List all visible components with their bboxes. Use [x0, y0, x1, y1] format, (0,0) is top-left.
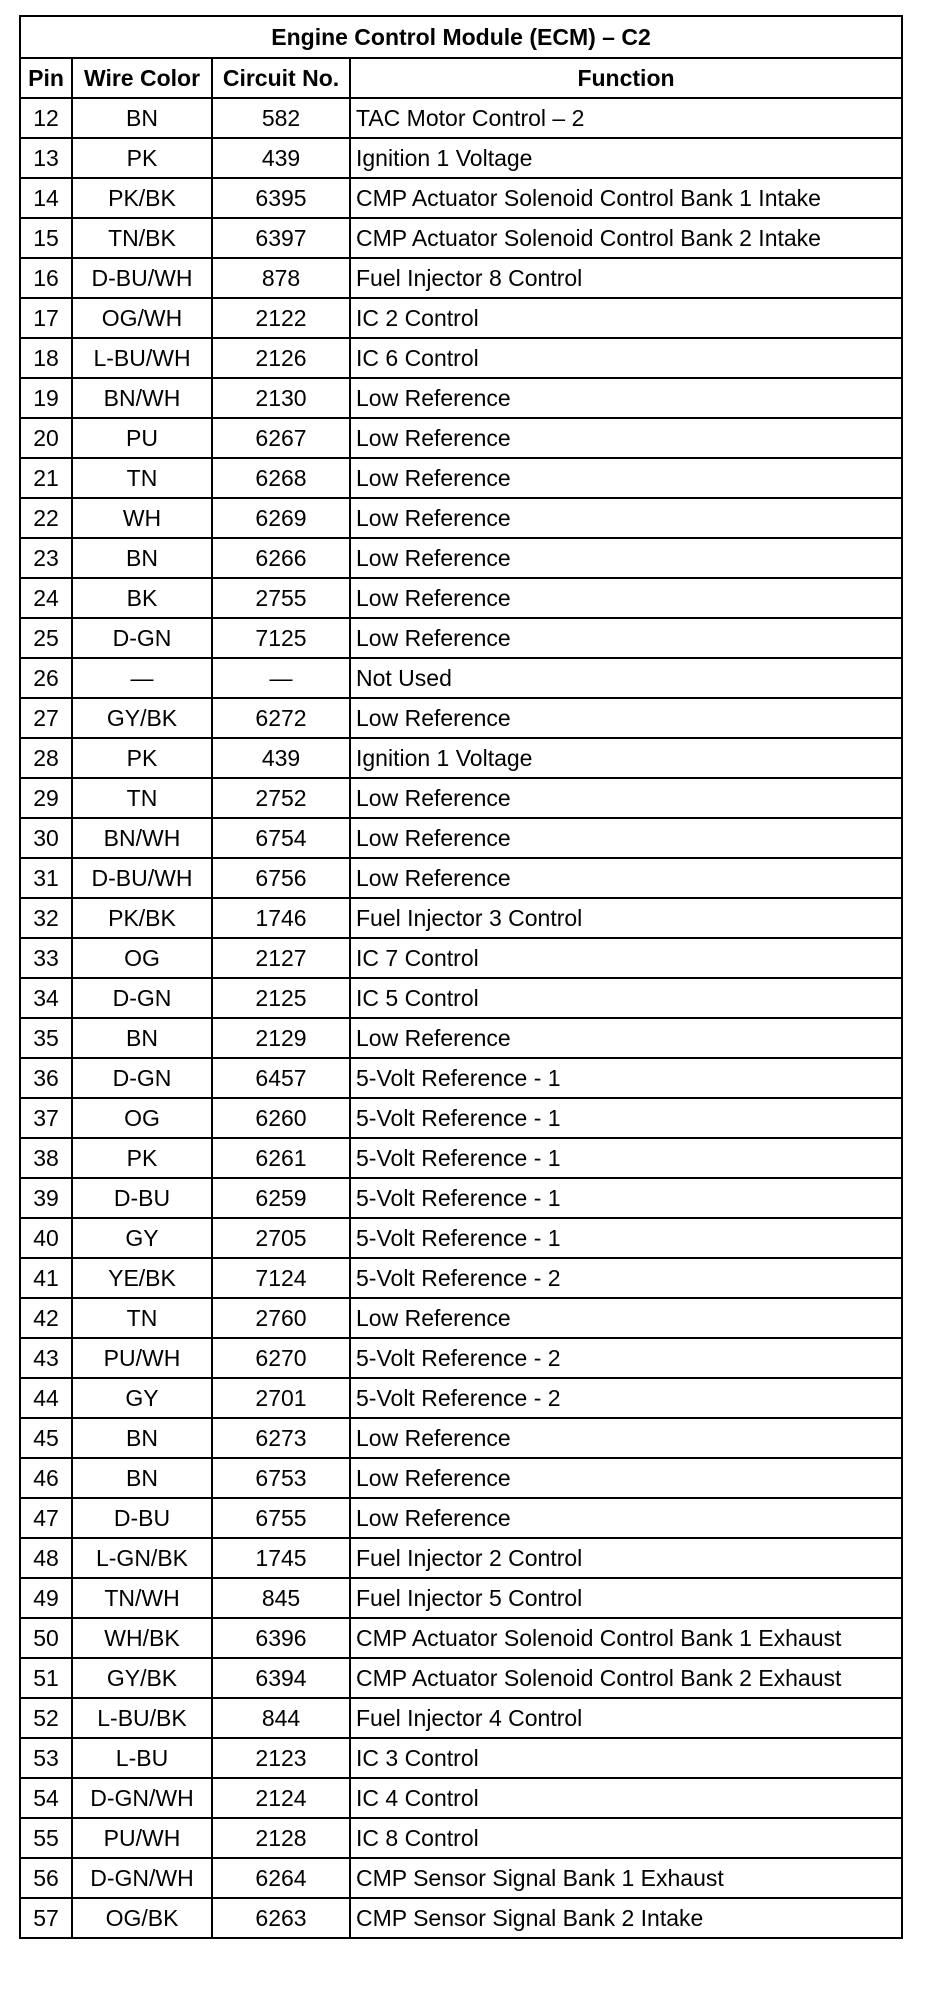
cell-circuit-number: 582	[212, 98, 350, 138]
cell-circuit-number: 6396	[212, 1618, 350, 1658]
cell-circuit-number: 2129	[212, 1018, 350, 1058]
cell-circuit-number: 6269	[212, 498, 350, 538]
table-row	[20, 738, 902, 778]
table-row	[20, 1258, 902, 1298]
table-row	[20, 1538, 902, 1578]
cell-circuit-number: 439	[212, 138, 350, 178]
cell-function: Fuel Injector 8 Control	[350, 258, 902, 298]
cell-circuit-number: 6263	[212, 1898, 350, 1938]
cell-pin: 17	[20, 298, 72, 338]
cell-circuit-number: 6272	[212, 698, 350, 738]
cell-pin: 36	[20, 1058, 72, 1098]
cell-pin: 20	[20, 418, 72, 458]
cell-pin: 13	[20, 138, 72, 178]
cell-pin: 26	[20, 658, 72, 698]
cell-function: 5-Volt Reference - 2	[350, 1378, 902, 1418]
cell-pin: 56	[20, 1858, 72, 1898]
cell-pin: 53	[20, 1738, 72, 1778]
table-row	[20, 458, 902, 498]
cell-wire-color: OG	[72, 1098, 212, 1138]
cell-circuit-number: 878	[212, 258, 350, 298]
table-row	[20, 138, 902, 178]
cell-pin: 14	[20, 178, 72, 218]
cell-pin: 35	[20, 1018, 72, 1058]
cell-function: IC 7 Control	[350, 938, 902, 978]
cell-circuit-number: 6270	[212, 1338, 350, 1378]
cell-function: IC 4 Control	[350, 1778, 902, 1818]
cell-function: Low Reference	[350, 498, 902, 538]
cell-function: Low Reference	[350, 458, 902, 498]
cell-circuit-number: 2125	[212, 978, 350, 1018]
cell-circuit-number: 6457	[212, 1058, 350, 1098]
cell-circuit-number: 2123	[212, 1738, 350, 1778]
cell-circuit-number: 6397	[212, 218, 350, 258]
cell-function: 5-Volt Reference - 2	[350, 1338, 902, 1378]
header-row	[20, 58, 902, 98]
table-row	[20, 1018, 902, 1058]
cell-wire-color: —	[72, 658, 212, 698]
cell-function: Fuel Injector 4 Control	[350, 1698, 902, 1738]
cell-pin: 39	[20, 1178, 72, 1218]
table-row	[20, 1658, 902, 1698]
table-row	[20, 898, 902, 938]
cell-pin: 25	[20, 618, 72, 658]
cell-function: Low Reference	[350, 538, 902, 578]
table-row	[20, 1338, 902, 1378]
cell-wire-color: PK	[72, 138, 212, 178]
cell-circuit-number: 6753	[212, 1458, 350, 1498]
cell-pin: 47	[20, 1498, 72, 1538]
cell-function: CMP Sensor Signal Bank 1 Exhaust	[350, 1858, 902, 1898]
table-row	[20, 658, 902, 698]
cell-circuit-number: 6395	[212, 178, 350, 218]
cell-circuit-number: 6267	[212, 418, 350, 458]
title-row	[20, 16, 902, 58]
cell-circuit-number: 2755	[212, 578, 350, 618]
cell-wire-color: TN	[72, 458, 212, 498]
cell-pin: 43	[20, 1338, 72, 1378]
cell-circuit-number: 1745	[212, 1538, 350, 1578]
cell-wire-color: BN	[72, 1418, 212, 1458]
table-row	[20, 1218, 902, 1258]
header-pin: Pin	[20, 58, 72, 98]
cell-circuit-number: 6264	[212, 1858, 350, 1898]
cell-wire-color: D-GN	[72, 1058, 212, 1098]
cell-pin: 15	[20, 218, 72, 258]
cell-wire-color: D-GN	[72, 978, 212, 1018]
cell-function: IC 3 Control	[350, 1738, 902, 1778]
cell-wire-color: BN	[72, 1458, 212, 1498]
table-row	[20, 418, 902, 458]
cell-circuit-number: 6394	[212, 1658, 350, 1698]
cell-circuit-number: 2124	[212, 1778, 350, 1818]
cell-pin: 45	[20, 1418, 72, 1458]
cell-wire-color: PK/BK	[72, 178, 212, 218]
table-row	[20, 1498, 902, 1538]
cell-wire-color: D-BU/WH	[72, 258, 212, 298]
cell-function: Low Reference	[350, 1298, 902, 1338]
cell-function: Low Reference	[350, 618, 902, 658]
ecm-connector-table	[19, 15, 903, 1939]
cell-function: Low Reference	[350, 1418, 902, 1458]
cell-circuit-number: 2701	[212, 1378, 350, 1418]
cell-function: IC 5 Control	[350, 978, 902, 1018]
cell-wire-color: PK	[72, 738, 212, 778]
cell-function: CMP Actuator Solenoid Control Bank 1 Intake	[350, 178, 902, 218]
cell-wire-color: L-BU	[72, 1738, 212, 1778]
cell-function: Low Reference	[350, 1018, 902, 1058]
cell-pin: 18	[20, 338, 72, 378]
cell-circuit-number: 7124	[212, 1258, 350, 1298]
cell-function: 5-Volt Reference - 2	[350, 1258, 902, 1298]
table-row	[20, 698, 902, 738]
table-row	[20, 858, 902, 898]
cell-function: CMP Actuator Solenoid Control Bank 2 Intake	[350, 218, 902, 258]
cell-function: 5-Volt Reference - 1	[350, 1178, 902, 1218]
cell-circuit-number: 2760	[212, 1298, 350, 1338]
cell-circuit-number: 2128	[212, 1818, 350, 1858]
cell-pin: 41	[20, 1258, 72, 1298]
cell-circuit-number: 1746	[212, 898, 350, 938]
cell-wire-color: TN/BK	[72, 218, 212, 258]
cell-circuit-number: 439	[212, 738, 350, 778]
cell-pin: 51	[20, 1658, 72, 1698]
cell-wire-color: OG	[72, 938, 212, 978]
cell-wire-color: BN	[72, 538, 212, 578]
cell-pin: 52	[20, 1698, 72, 1738]
cell-pin: 27	[20, 698, 72, 738]
cell-function: Ignition 1 Voltage	[350, 138, 902, 178]
cell-circuit-number: 845	[212, 1578, 350, 1618]
cell-function: TAC Motor Control – 2	[350, 98, 902, 138]
cell-circuit-number: 2705	[212, 1218, 350, 1258]
table-row	[20, 1378, 902, 1418]
cell-wire-color: GY	[72, 1218, 212, 1258]
table-body	[20, 98, 902, 1938]
cell-wire-color: GY/BK	[72, 698, 212, 738]
cell-function: 5-Volt Reference - 1	[350, 1098, 902, 1138]
cell-pin: 33	[20, 938, 72, 978]
cell-function: Fuel Injector 5 Control	[350, 1578, 902, 1618]
cell-function: Fuel Injector 2 Control	[350, 1538, 902, 1578]
cell-wire-color: D-GN/WH	[72, 1858, 212, 1898]
cell-function: Low Reference	[350, 698, 902, 738]
cell-wire-color: D-BU	[72, 1178, 212, 1218]
cell-pin: 46	[20, 1458, 72, 1498]
cell-circuit-number: 2122	[212, 298, 350, 338]
table-row	[20, 1778, 902, 1818]
cell-wire-color: D-GN/WH	[72, 1778, 212, 1818]
cell-pin: 32	[20, 898, 72, 938]
cell-wire-color: OG/WH	[72, 298, 212, 338]
table-row	[20, 938, 902, 978]
cell-pin: 23	[20, 538, 72, 578]
cell-pin: 48	[20, 1538, 72, 1578]
cell-circuit-number: 6268	[212, 458, 350, 498]
cell-function: CMP Actuator Solenoid Control Bank 1 Exhaust	[350, 1618, 902, 1658]
cell-wire-color: OG/BK	[72, 1898, 212, 1938]
cell-circuit-number: 6266	[212, 538, 350, 578]
table-row	[20, 538, 902, 578]
table-row	[20, 1098, 902, 1138]
table-row	[20, 98, 902, 138]
cell-function: IC 8 Control	[350, 1818, 902, 1858]
cell-pin: 57	[20, 1898, 72, 1938]
table-row	[20, 1578, 902, 1618]
cell-function: Low Reference	[350, 818, 902, 858]
cell-function: Ignition 1 Voltage	[350, 738, 902, 778]
header-wire-color: Wire Color	[72, 58, 212, 98]
table-row	[20, 1858, 902, 1898]
cell-circuit-number: 2130	[212, 378, 350, 418]
cell-wire-color: L-GN/BK	[72, 1538, 212, 1578]
table-row	[20, 618, 902, 658]
table-row	[20, 378, 902, 418]
cell-function: Low Reference	[350, 1458, 902, 1498]
cell-circuit-number: 6756	[212, 858, 350, 898]
cell-function: Low Reference	[350, 858, 902, 898]
cell-pin: 54	[20, 1778, 72, 1818]
table-row	[20, 298, 902, 338]
cell-pin: 37	[20, 1098, 72, 1138]
cell-pin: 29	[20, 778, 72, 818]
header-function: Function	[350, 58, 902, 98]
table-row	[20, 1298, 902, 1338]
cell-pin: 50	[20, 1618, 72, 1658]
cell-circuit-number: 6260	[212, 1098, 350, 1138]
cell-circuit-number: 2752	[212, 778, 350, 818]
cell-function: Not Used	[350, 658, 902, 698]
table-row	[20, 1738, 902, 1778]
table-row	[20, 978, 902, 1018]
cell-circuit-number: 6754	[212, 818, 350, 858]
cell-pin: 30	[20, 818, 72, 858]
table-row	[20, 1138, 902, 1178]
cell-wire-color: PU/WH	[72, 1818, 212, 1858]
cell-circuit-number: 6259	[212, 1178, 350, 1218]
cell-wire-color: TN	[72, 778, 212, 818]
cell-pin: 19	[20, 378, 72, 418]
cell-pin: 28	[20, 738, 72, 778]
cell-wire-color: D-BU/WH	[72, 858, 212, 898]
cell-wire-color: PU/WH	[72, 1338, 212, 1378]
cell-circuit-number: 2127	[212, 938, 350, 978]
cell-function: CMP Actuator Solenoid Control Bank 2 Exhaust	[350, 1658, 902, 1698]
cell-function: Low Reference	[350, 778, 902, 818]
cell-function: 5-Volt Reference - 1	[350, 1138, 902, 1178]
cell-pin: 34	[20, 978, 72, 1018]
table-row	[20, 1418, 902, 1458]
cell-wire-color: YE/BK	[72, 1258, 212, 1298]
cell-wire-color: WH	[72, 498, 212, 538]
cell-function: Low Reference	[350, 418, 902, 458]
cell-wire-color: PU	[72, 418, 212, 458]
cell-circuit-number: 6261	[212, 1138, 350, 1178]
table-row	[20, 498, 902, 538]
table-title: Engine Control Module (ECM) – C2	[20, 16, 902, 58]
cell-pin: 42	[20, 1298, 72, 1338]
cell-function: 5-Volt Reference - 1	[350, 1218, 902, 1258]
cell-function: Low Reference	[350, 1498, 902, 1538]
cell-circuit-number: 6273	[212, 1418, 350, 1458]
table-row	[20, 338, 902, 378]
cell-function: CMP Sensor Signal Bank 2 Intake	[350, 1898, 902, 1938]
cell-function: Low Reference	[350, 578, 902, 618]
cell-function: Low Reference	[350, 378, 902, 418]
cell-function: Fuel Injector 3 Control	[350, 898, 902, 938]
connector-table-sheet	[19, 15, 901, 1939]
cell-wire-color: TN/WH	[72, 1578, 212, 1618]
cell-pin: 38	[20, 1138, 72, 1178]
table-row	[20, 218, 902, 258]
table-row	[20, 1898, 902, 1938]
cell-pin: 55	[20, 1818, 72, 1858]
table-row	[20, 818, 902, 858]
table-row	[20, 1818, 902, 1858]
cell-circuit-number: 7125	[212, 618, 350, 658]
cell-wire-color: D-GN	[72, 618, 212, 658]
cell-pin: 21	[20, 458, 72, 498]
cell-circuit-number: 2126	[212, 338, 350, 378]
cell-wire-color: WH/BK	[72, 1618, 212, 1658]
cell-circuit-number: 844	[212, 1698, 350, 1738]
cell-pin: 22	[20, 498, 72, 538]
table-row	[20, 1698, 902, 1738]
cell-pin: 40	[20, 1218, 72, 1258]
cell-pin: 44	[20, 1378, 72, 1418]
cell-wire-color: D-BU	[72, 1498, 212, 1538]
cell-pin: 31	[20, 858, 72, 898]
cell-wire-color: PK	[72, 1138, 212, 1178]
table-row	[20, 1458, 902, 1498]
cell-wire-color: BN/WH	[72, 378, 212, 418]
cell-wire-color: GY/BK	[72, 1658, 212, 1698]
cell-wire-color: L-BU/BK	[72, 1698, 212, 1738]
cell-wire-color: PK/BK	[72, 898, 212, 938]
cell-circuit-number: —	[212, 658, 350, 698]
cell-wire-color: TN	[72, 1298, 212, 1338]
cell-pin: 12	[20, 98, 72, 138]
cell-wire-color: BN	[72, 1018, 212, 1058]
table-row	[20, 778, 902, 818]
cell-circuit-number: 6755	[212, 1498, 350, 1538]
table-row	[20, 1058, 902, 1098]
cell-wire-color: L-BU/WH	[72, 338, 212, 378]
cell-wire-color: BN	[72, 98, 212, 138]
cell-pin: 49	[20, 1578, 72, 1618]
cell-function: 5-Volt Reference - 1	[350, 1058, 902, 1098]
cell-wire-color: BN/WH	[72, 818, 212, 858]
cell-wire-color: BK	[72, 578, 212, 618]
cell-pin: 16	[20, 258, 72, 298]
cell-function: IC 2 Control	[350, 298, 902, 338]
table-row	[20, 178, 902, 218]
cell-wire-color: GY	[72, 1378, 212, 1418]
table-row	[20, 1618, 902, 1658]
header-circuit-number: Circuit No.	[212, 58, 350, 98]
table-row	[20, 578, 902, 618]
cell-pin: 24	[20, 578, 72, 618]
cell-function: IC 6 Control	[350, 338, 902, 378]
table-row	[20, 1178, 902, 1218]
table-row	[20, 258, 902, 298]
